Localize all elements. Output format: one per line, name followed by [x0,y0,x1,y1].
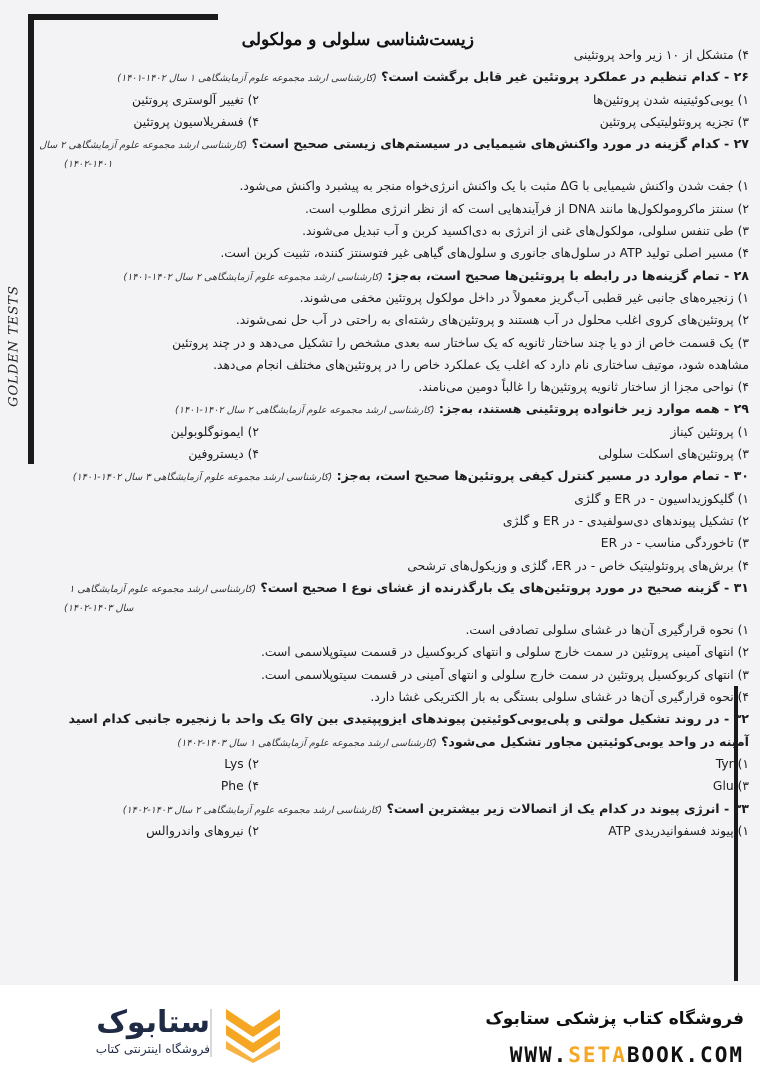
answer-option[interactable]: ۱) پیوند فسفوانیدریدی ATP [608,823,749,838]
text-line: مشاهده شود، موتیف ساختاری نام دارد که اغلب یک عملکرد خاص را در پروتئین‌های مختلف انجام می‌دهد. [213,357,749,372]
question-text: ۳۰ - تمام موارد در مسیر کنترل کیفی پروتئین‌ها صحیح است، به‌جز: [336,468,749,484]
question-text: آمینه در واحد یوبی‌کوئیتین مجاور تشکیل می‌شود؟ [441,733,749,749]
corner-bar-top [28,14,218,20]
store-url[interactable] [510,1043,744,1067]
text-line: ۱) جفت شدن واکنش شیمیایی با ΔG مثبت با یک واکنش انرژی‌خواه منجر به پیشبرد واکنش می‌شود. [239,179,749,194]
question-source: (کارشناسی ارشد مجموعه علوم آزمایشگاهی ۱ [69,583,257,595]
answer-option[interactable]: ۳) تجزیه پروتئولیتیکی پروتئین [599,114,749,129]
question-text: ۲۹ - همه موارد زیر خانواده پروتئینی هستند، به‌جز: [438,401,749,417]
question-source: سال ۱۴۰۳-۱۴۰۲) [64,603,134,615]
text-line: ۲) سنتز ماکرومولکول‌ها مانند DNA از فرآیندهایی است که از نظر انرژی مطلوب است. [304,201,749,216]
text-line: ۲) انتهای آمینی پروتئین در سمت خارج سلولی و انتهای کربوکسیل در قسمت سیتوپلاسمی است. [260,645,749,660]
logo-brand: ستابوک [96,1005,210,1040]
text-line: ۴) نحوه قرارگیری آن‌ها در غشای سلولی بستگی به بار الکتریکی غشا دارد. [370,690,749,705]
answer-option[interactable]: ۲) ایمونوگلوبولین [170,424,259,439]
question-stem [39,133,749,155]
spine-label [0,196,28,496]
answer-option[interactable]: ۳) Glu [712,779,749,794]
answer-option[interactable]: ۱) Tyr [715,756,749,771]
question-content [39,44,749,842]
store-logo[interactable] [22,999,292,1069]
text-line: ۴) نواحی مجزا از ساختار ثانویه پروتئین‌ها را غالباً دومین می‌نامند. [418,380,749,395]
question-stem [44,465,749,487]
question-source: ۱۴۰۲-۱۴۰۱) [64,159,113,171]
options-row [44,753,749,775]
options-row [44,443,749,465]
answer-option[interactable]: ۲) تغییر آلوستری پروتئین [132,92,259,107]
answer-option[interactable]: ۱) پروتئین کیناز [670,424,749,439]
text-line: ۴) متشکل از ۱۰ زیر واحد پروتئینی [573,48,749,62]
question-text: ۳۳ - انرژی پیوند در کدام یک از اتصالات زیر بیشترین است؟ [386,800,749,816]
options-row [44,775,749,797]
question-source: (کارشناسی ارشد مجموعه علوم آزمایشگاهی ۲ سال ۱۴۰۳-۱۴۰۲) [122,804,383,816]
options-row [44,89,749,111]
question-source: (کارشناسی ارشد مجموعه علوم آزمایشگاهی ۲ سال ۱۴۰۲-۱۴۰۱) [123,271,383,283]
text-line: ۱) زنجیره‌های جانبی غیر قطبی آب‌گریز معمولاً در داخل مولکول پروتئین مخفی می‌شوند. [299,290,749,305]
question-source: (کارشناسی ارشد مجموعه علوم آزمایشگاهی ۱ سال ۱۴۰۳-۱۴۰۲) [177,737,437,749]
question-stem [44,798,749,820]
answer-option[interactable]: ۴) فسفریلاسیون پروتئین [133,114,259,129]
answer-option[interactable]: ۱) یوبی‌کوئیتینه شدن پروتئین‌ها [592,92,749,107]
logo-tagline: فروشگاه اینترنتی کتاب [95,1042,210,1056]
logo-divider [210,1009,212,1057]
text-line: ۲) تشکیل پیوندهای دی‌سولفیدی - در ER و گلژی [502,513,749,528]
chevron-stack-icon [220,1003,286,1063]
url-accent: SETA [568,1043,627,1067]
question-source: (کارشناسی ارشد مجموعه علوم آزمایشگاهی ۲ سال [39,140,248,152]
text-line: ۱) نحوه قرارگیری آن‌ها در غشای سلولی تصادفی است. [465,623,749,638]
answer-option[interactable]: ۳) پروتئین‌های اسکلت سلولی [598,447,749,462]
question-text: ۳۱ - گزینه صحیح در مورد پروتئین‌های یک بارگذرنده از غشای نوع I صحیح است؟ [260,579,749,595]
text-line: ۴) برش‌های پروتئولیتیک خاص - در ER، گلژی و وزیکول‌های ترشحی [407,558,749,573]
question-stem [44,577,749,599]
store-name: فروشگاه کتاب پزشکی ستابوک [485,1009,744,1029]
url-suffix: BOOK.COM [626,1043,744,1067]
answer-option[interactable]: ۲) نیروهای واندروالس [146,823,259,838]
options-row [44,820,749,842]
url-prefix: WWW. [509,1043,569,1067]
question-stem [44,265,749,287]
text-line: ۲) پروتئین‌های کروی اغلب محلول در آب هستند و پروتئین‌های رشته‌ای به راحتی در آب حل نمی‌شوند. [235,313,749,328]
text-line: ۳) یک قسمت خاص از دو یا چند ساختار ثانویه که یک ساختار سه بعدی مشخص را تشکیل می‌دهد و در چند پروتئین [172,335,749,350]
spine-text: GOLDEN TESTS [6,285,22,407]
answer-option[interactable]: ۴) Phe [220,779,259,794]
answer-option[interactable]: ۴) دیستروفین [188,447,259,462]
text-line: ۴) مسیر اصلی تولید ATP در سلول‌های جانوری و سلول‌های گیاهی غیر فتوسنتز کننده، تثبیت کربن است. [220,246,749,261]
text-line: ۳) طی تنفس سلولی، مولکول‌های غنی از انرژی به دی‌اکسید کربن و آب تبدیل می‌شوند. [302,224,749,239]
chapter-title: زیست‌شناسی سلولی و مولکولی [241,30,474,50]
question-source: (کارشناسی ارشد مجموعه علوم آزمایشگاهی ۱ سال ۱۴۰۲-۱۴۰۱) [117,73,377,85]
text-line: ۱) گلیکوزیداسیون - در ER و گلژی [574,491,749,506]
question-text: ۲۸ - تمام گزینه‌ها در رابطه با پروتئین‌ها صحیح است، به‌جز: [387,267,749,283]
question-text: ۲۷ - کدام گزینه در مورد واکنش‌های شیمیایی در سیستم‌های زیستی صحیح است؟ [251,136,749,152]
answer-option[interactable]: ۲) Lys [224,756,259,771]
question-stem [44,66,749,88]
text-line: ۳) انتهای کربوکسیل پروتئین در سمت خارج سلولی و انتهای آمینی در قسمت سیتوپلاسمی است. [260,667,749,682]
logo-wordmark [22,1005,210,1065]
question-text: ۲۶ - کدام تنظیم در عملکرد پروتئین غیر قابل برگشت است؟ [381,69,749,85]
question-stem [44,708,749,730]
text-line: ۳) تاخوردگی مناسب - در ER [600,536,749,551]
options-row [44,421,749,443]
question-text: ۳۲ - در روند تشکیل مولتی و پلی‌یوبی‌کوئیتین پیوندهای ایزوپپتیدی بین Gly یک واحد با زنجیره جانبی کدام اسید [68,711,749,727]
question-source: (کارشناسی ارشد مجموعه علوم آزمایشگاهی ۲ سال ۱۴۰۲-۱۴۰۱) [175,405,435,417]
corner-bar-left [28,14,34,464]
question-source: (کارشناسی ارشد مجموعه علوم آزمایشگاهی ۳ سال ۱۴۰۲-۱۴۰۱) [72,472,333,484]
options-row [44,111,749,133]
question-stem [44,398,749,420]
footer-banner [0,985,760,1080]
question-stem [44,731,749,753]
